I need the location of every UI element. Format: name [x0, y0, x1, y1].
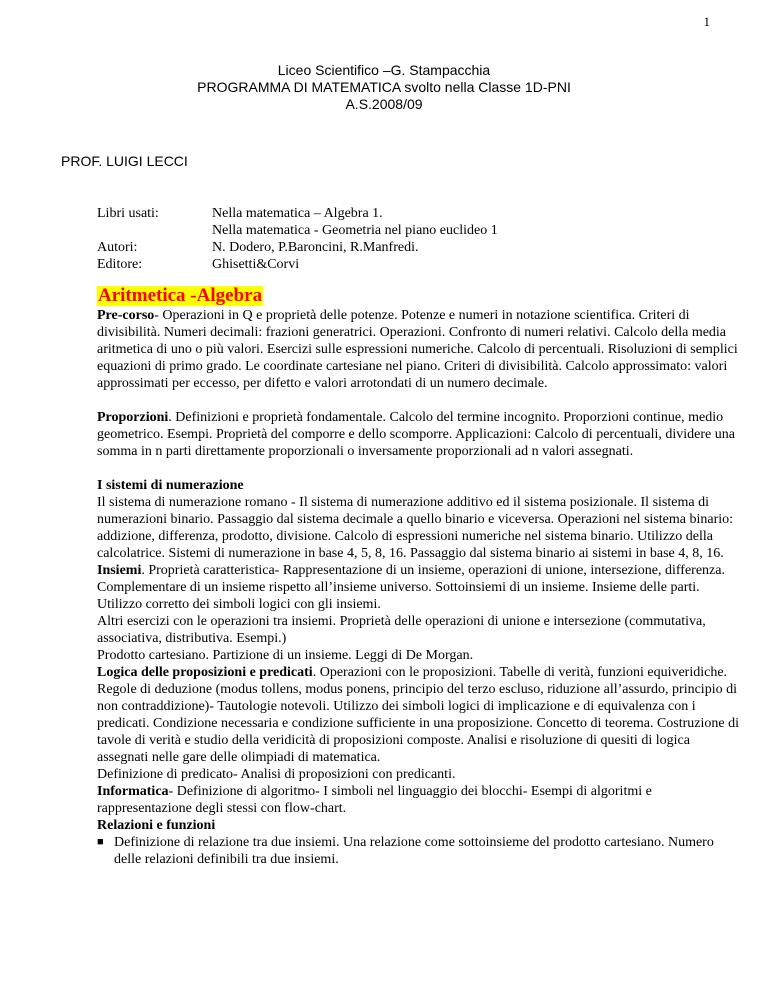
- document-header: [0, 62, 768, 113]
- books-label: Libri usati:: [97, 206, 159, 221]
- book-1: Nella matematica – Algebra 1.: [212, 206, 383, 221]
- book-2: Nella matematica - Geometria nel piano euclideo 1: [212, 223, 498, 238]
- logica-text-1: . Operazioni con le proposizioni. Tabelle di verità, funzioni equiveridiche. Regole di deduzione (modus tollens, modus ponens, principio del terzo escluso, riduzione all’assurdo, principio di non contraddizione)- Tautologie notevoli. Utilizzo dei simboli logici di implicazione e di equivalenza con i predicati. Condizione necessaria e condizione sufficiente in una proposizione. Concetto di teorema. Costruzione di tavole di verità e studio della veridicità di proposizioni composte. Analisi e risoluzione di quesiti di logica assegnati nelle gare delle olimpiadi di matematica.: [97, 665, 739, 765]
- logica-text-2: Definizione di predicato- Analisi di proposizioni con predicanti.: [97, 767, 456, 782]
- proporzioni-paragraph: [97, 409, 742, 460]
- relazioni-item-text: Definizione di relazione tra due insiemi. Una relazione come sottoinsieme del prodotto cartesiano. Numero delle relazioni definibili tra due insiemi.: [114, 835, 714, 867]
- school-name: Liceo Scientifico –G. Stampacchia: [277, 62, 491, 78]
- section-heading: Aritmetica -Algebra: [98, 285, 263, 306]
- precorso-paragraph: [97, 307, 742, 392]
- relazioni-title: [97, 817, 742, 834]
- books-label-empty: [97, 222, 212, 239]
- proporzioni-text: . Definizioni e proprietà fondamentale. Calcolo del termine incognito. Proporzioni continue, medio geometrico. Esempi. Proprietà del comporre e dello scomporre. Applicazioni: Calcolo di percentuali, dividere una somma in n parti direttamente proporzionali o inversamente proporzionali ad n valori assegnati.: [97, 410, 735, 459]
- sistemi-text: Il sistema di numerazione romano - Il sistema di numerazione additivo ed il sistema posizionale. Il sistema di numerazioni binario. Passaggio dal sistema decimale a quello binario e viceversa. Operazioni nel sistema binario: addizione, differenza, prodotto, divisione. Calcolo di espressioni numeriche nel sistema binario. Utilizzo della calcolatrice. Sistemi di numerazione in base 4, 5, 8, 16. Passaggio dal sistema binario ai sistemi in base 4, 8, 16.: [97, 495, 734, 561]
- spacer: [97, 460, 742, 477]
- informatica-text: - Definizione di algoritmo- I simboli nel linguaggio dei blocchi- Esempi di algoritmi e rappresentazione degli stessi con flow-chart.: [97, 784, 652, 816]
- books-row: [97, 205, 498, 222]
- authors: N. Dodero, P.Baroncini, R.Manfredi.: [212, 240, 419, 255]
- publisher-row: [97, 256, 498, 273]
- insiemi-text-2: Altri esercizi con le operazioni tra insiemi. Proprietà delle operazioni di unione e intersezione (commutativa, associativa, distributiva. Esempi.): [97, 614, 706, 646]
- program-title: PROGRAMMA DI MATEMATICA svolto nella Classe 1D-PNI: [197, 79, 571, 95]
- insiemi-text-3: Prodotto cartesiano. Partizione di un insieme. Leggi di De Morgan.: [97, 648, 474, 663]
- books-info: [97, 205, 498, 273]
- logica-paragraph: [97, 664, 742, 766]
- publisher: Ghisetti&Corvi: [212, 257, 300, 272]
- relazioni-bullet-item: [97, 834, 742, 868]
- square-bullet-icon: ■: [97, 836, 104, 848]
- publisher-label: Editore:: [97, 257, 143, 272]
- sistemi-title: [97, 477, 742, 494]
- page-number: 1: [703, 14, 710, 29]
- sistemi-title-text: I sistemi di numerazione: [97, 478, 244, 493]
- insiemi-paragraph: [97, 562, 742, 613]
- informatica-title: Informatica: [97, 784, 169, 799]
- authors-row: [97, 239, 498, 256]
- authors-label: Autori:: [97, 240, 138, 255]
- insiemi-title: Insiemi: [97, 563, 142, 578]
- relazioni-title-text: Relazioni e funzioni: [97, 818, 216, 833]
- logica-title: Logica delle proposizioni e predicati: [97, 665, 313, 680]
- informatica-paragraph: [97, 783, 742, 817]
- professor-name: PROF. LUIGI LECCI: [61, 153, 188, 169]
- insiemi-text-1: . Proprietà caratteristica- Rappresentazione di un insieme, operazioni di unione, intersezione, differenza. Complementare di un insieme rispetto all’insieme universo. Sottoinsiemi di un insieme. Insieme delle parti. Utilizzo corretto dei simboli logici con gli insiemi.: [97, 563, 725, 612]
- spacer: [97, 392, 742, 409]
- books-row: [97, 222, 498, 239]
- program-content: [97, 286, 742, 868]
- precorso-title: Pre-corso: [97, 308, 155, 323]
- proporzioni-title: Proporzioni: [97, 410, 169, 425]
- school-year: A.S.2008/09: [345, 96, 423, 112]
- precorso-text: - Operazioni in Q e proprietà delle potenze. Potenze e numeri in notazione scientifica. Criteri di divisibilità. Numeri decimali: frazioni generatrici. Operazioni. Confronto di numeri relativi. Calcolo della media aritmetica di uno o più valori. Esercizi sulle espressioni numeriche. Calcolo di percentuali. Risoluzioni di semplici equazioni di primo grado. Le coordinate cartesiane nel piano. Criteri di divisibilità. Calcolo approssimato: valori approssimati per eccesso, per difetto e valori arrotondati di un numero decimale.: [97, 308, 738, 391]
